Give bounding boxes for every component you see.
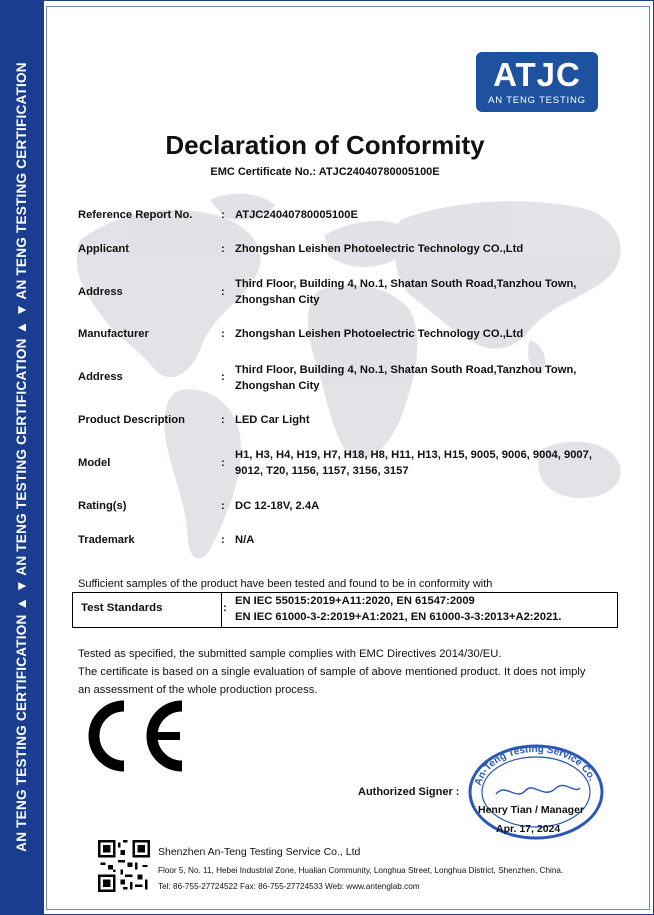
footer-contact: Tel: 86-755-27724522 Fax: 86-755-27724533 Web: www.antenglab.com — [158, 882, 420, 891]
footer-company-name: Shenzhen An-Teng Testing Service Co., Ltd — [158, 846, 361, 858]
model-value: H1, H3, H4, H19, H7, H18, H8, H11, H13, H15, 9005, 9006, 9004, 9007, 9012, T20, 1156, 1157, 3156, 3157 — [235, 449, 592, 477]
test-standard-line-2: EN IEC 61000-3-2:2019+A1:2021, EN 61000-3-3:2013+A2:2021. — [235, 611, 562, 623]
product-description-value: LED Car Light — [235, 414, 310, 426]
trademark-colon: : — [221, 534, 225, 546]
side-band-text: AN TENG TESTING CERTIFICATION ▲ ▼ AN TENG TESTING CERTIFICATION ▲ ▼ AN TENG TESTING CERTIFICATION — [14, 62, 29, 852]
manufacturer-address-label: Address — [78, 371, 123, 383]
address-colon: : — [221, 286, 225, 298]
statement-line-3: an assessment of the whole production process. — [78, 684, 318, 696]
rating-label: Rating(s) — [78, 500, 127, 512]
manufacturer-colon: : — [221, 328, 225, 340]
model-label: Model — [78, 457, 111, 469]
signature-date: Apr. 17, 2024 — [496, 823, 561, 835]
signer-name: Henry Tian / Manager — [478, 804, 585, 816]
rating-colon: : — [221, 500, 225, 512]
model-colon: : — [221, 457, 225, 469]
address-value: Third Floor, Building 4, No.1, Shatan South Road,Tanzhou Town, Zhongshan City — [235, 278, 577, 306]
manufacturer-address-value: Third Floor, Building 4, No.1, Shatan South Road,Tanzhou Town, Zhongshan City — [235, 364, 577, 392]
test-standard-line-1: EN IEC 55015:2019+A11:2020, EN 61547:2009 — [235, 595, 475, 607]
address-label: Address — [78, 286, 123, 298]
table-divider — [221, 593, 222, 627]
side-band — [0, 0, 44, 915]
applicant-colon: : — [221, 243, 225, 255]
atjc-logo — [476, 52, 598, 112]
trademark-label: Trademark — [78, 534, 135, 546]
test-standards-label: Test Standards — [81, 602, 163, 614]
statement-line-1: Tested as specified, the submitted sample complies with EMC Directives 2014/30/EU. — [78, 648, 502, 660]
svg-text:An-Teng Testing Service Co.: An-Teng Testing Service Co. — [472, 743, 598, 787]
page-title: Declaration of Conformity — [165, 130, 485, 160]
product-description-colon: : — [221, 414, 225, 426]
test-standards-table — [72, 592, 618, 628]
reference-report-colon: : — [221, 209, 225, 221]
manufacturer-value: Zhongshan Leishen Photoelectric Technology CO.,Ltd — [235, 328, 524, 340]
applicant-value: Zhongshan Leishen Photoelectric Technology CO.,Ltd — [235, 243, 524, 255]
logo-main-text: ATJC — [493, 56, 581, 93]
authorized-signer-label: Authorized Signer : — [358, 786, 460, 798]
conformity-intro: Sufficient samples of the product have been tested and found to be in conformity with — [78, 578, 493, 590]
ce-mark-icon — [80, 700, 190, 772]
product-description-label: Product Description — [78, 414, 185, 426]
logo-sub-text: AN TENG TESTING — [488, 95, 586, 106]
test-standards-colon: : — [223, 602, 227, 614]
statement-line-2: The certificate is based on a single evaluation of sample of above mentioned product. It does not imply — [78, 666, 586, 678]
footer-address: Floor 5, No. 11, Hebei Industrial Zone, Hualian Community, Longhua Street, Longhua District, Shenzhen, China. — [158, 866, 564, 875]
reference-report-value: ATJC24040780005100E — [235, 209, 358, 221]
manufacturer-label: Manufacturer — [78, 328, 149, 340]
certificate-number: EMC Certificate No.: ATJC24040780005100E — [210, 166, 440, 178]
manufacturer-address-colon: : — [221, 371, 225, 383]
rating-value: DC 12-18V, 2.4A — [235, 500, 320, 512]
reference-report-label: Reference Report No. — [78, 209, 193, 221]
trademark-value: N/A — [235, 534, 255, 546]
applicant-label: Applicant — [78, 243, 129, 255]
qr-code-icon — [98, 840, 150, 892]
